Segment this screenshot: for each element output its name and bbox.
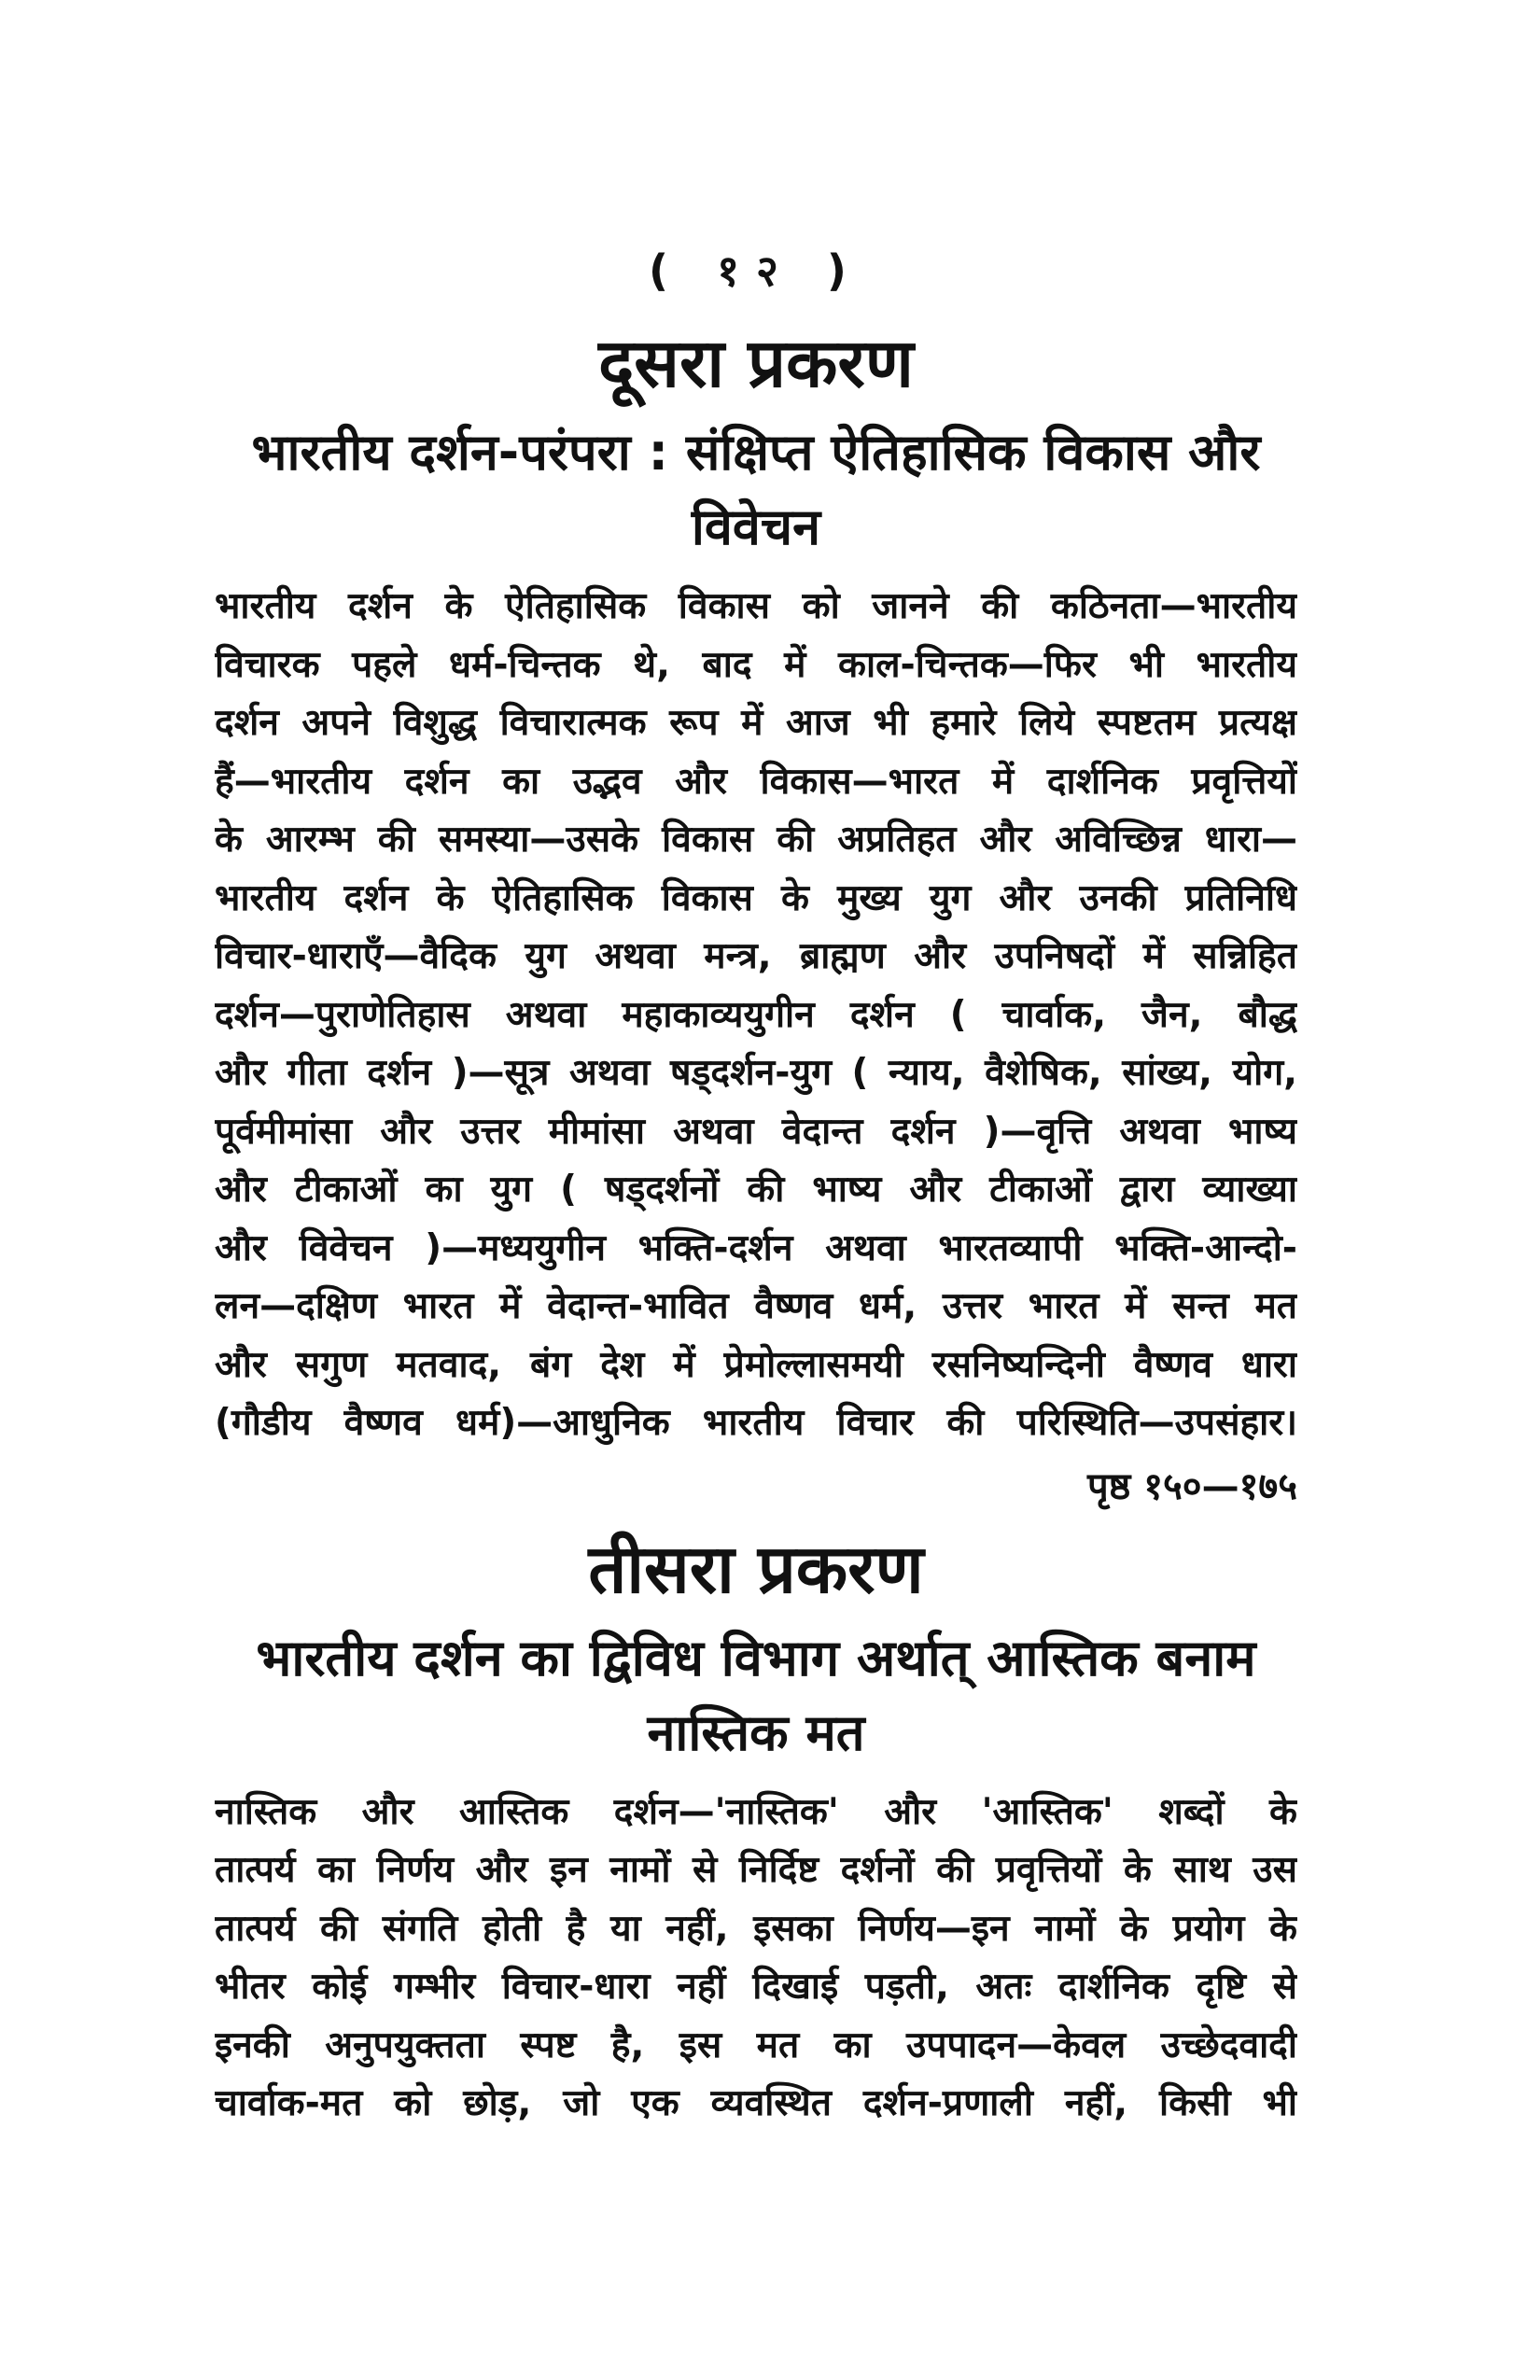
chapter-3-subtitle	[215, 1621, 1297, 1771]
summary-line: इनकी अनुपयुक्तता स्पष्ट है, इस मत का उपपादन—केवल उच्छेदवादी	[215, 2023, 1297, 2066]
summary-line: चार्वाक-मत को छोड़, जो एक व्यवस्थित दर्शन-प्रणाली नहीं, किसी भी	[215, 2082, 1297, 2124]
summary-line: और विवेचन )—मध्ययुगीन भक्ति-दर्शन अथवा भारतव्यापी भक्ति-आन्दो-	[215, 1226, 1297, 1269]
summary-line: तात्पर्य का निर्णय और इन नामों से निर्दिष्ट दर्शनों की प्रवृत्तियों के साथ उस	[215, 1849, 1297, 1891]
summary-line: विचार-धाराएँ—वैदिक युग अथवा मन्त्र, ब्राह्मण और उपनिषदों में सन्निहित	[215, 935, 1297, 977]
summary-line: भारतीय दर्शन के ऐतिहासिक विकास को जानने की कठिनता—भारतीय	[215, 585, 1297, 627]
chapter-2-page-ref: पृष्ठ १५०—१७५	[1086, 1464, 1297, 1508]
summary-line: नास्तिक और आस्तिक दर्शन—'नास्तिक' और 'आस्तिक' शब्दों के	[215, 1790, 1297, 1833]
summary-line: और सगुण मतवाद, बंग देश में प्रेमोल्लासमयी रसनिष्यन्दिनी वैष्णव धारा	[215, 1343, 1297, 1386]
chapter-2-subtitle-line-1: भारतीय दर्शन-परंपरा : संक्षिप्त ऐतिहासिक विकास और	[251, 423, 1261, 482]
chapter-3-title: तीसरा प्रकरण	[588, 1529, 924, 1608]
summary-line: तात्पर्य की संगति होती है या नहीं, इसका निर्णय—इन नामों के प्रयोग के	[215, 1907, 1297, 1950]
summary-line: और टीकाओं का युग ( षड्दर्शनों की भाष्य और टीकाओं द्वारा व्याख्या	[215, 1169, 1297, 1211]
summary-line: दर्शन अपने विशुद्ध विचारात्मक रूप में आज भी हमारे लिये स्पष्टतम प्रत्यक्ष	[215, 702, 1297, 744]
chapter-3-summary	[215, 1784, 1297, 2134]
chapter-3-subtitle-line-2: नास्तिक मत	[647, 1702, 865, 1762]
chapter-3-subtitle-line-1: भारतीय दर्शन का द्विविध विभाग अर्थात् आस्तिक बनाम	[256, 1628, 1256, 1687]
summary-line: और गीता दर्शन )—सूत्र अथवा षड्दर्शन-युग ( न्याय, वैशेषिक, सांख्य, योग,	[215, 1052, 1297, 1094]
summary-line: पूर्वमीमांसा और उत्तर मीमांसा अथवा वेदान्त दर्शन )—वृत्ति अथवा भाष्य	[215, 1110, 1297, 1153]
chapter-2-subtitle-line-2: विवेचन	[691, 497, 821, 556]
chapter-3-section	[215, 1522, 1297, 2134]
summary-line: विचारक पहले धर्म-चिन्तक थे, बाद में काल-चिन्तक—फिर भी भारतीय	[215, 643, 1297, 686]
summary-line: लन—दक्षिण भारत में वेदान्त-भावित वैष्णव धर्म, उत्तर भारत में सन्त मत	[215, 1285, 1297, 1327]
summary-line: दर्शन—पुराणेतिहास अथवा महाकाव्ययुगीन दर्शन ( चार्वाक, जैन, बौद्ध	[215, 993, 1297, 1036]
chapter-2-subtitle	[215, 415, 1297, 565]
summary-line: भीतर कोई गम्भीर विचार-धारा नहीं दिखाई पड़ती, अतः दार्शनिक दृष्टि से	[215, 1966, 1297, 2008]
summary-line: (गौडीय वैष्णव धर्म)—आधुनिक भारतीय विचार की परिस्थिति—उपसंहार।	[215, 1402, 1297, 1444]
summary-line: हैं—भारतीय दर्शन का उद्भव और विकास—भारत में दार्शनिक प्रवृत्तियों	[215, 760, 1297, 803]
chapter-2-title: दूसरा प्रकरण	[598, 324, 914, 402]
chapter-2-section	[215, 316, 1297, 1517]
summary-line: के आरम्भ की समस्या—उसके विकास की अप्रतिहत और अविच्छिन्न धारा—	[215, 819, 1297, 861]
summary-line: भारतीय दर्शन के ऐतिहासिक विकास के मुख्य युग और उनकी प्रतिनिधि	[215, 876, 1297, 919]
page-number: ( १२ )	[649, 245, 863, 296]
document-page	[215, 238, 1297, 2134]
chapter-2-summary	[215, 578, 1297, 1453]
